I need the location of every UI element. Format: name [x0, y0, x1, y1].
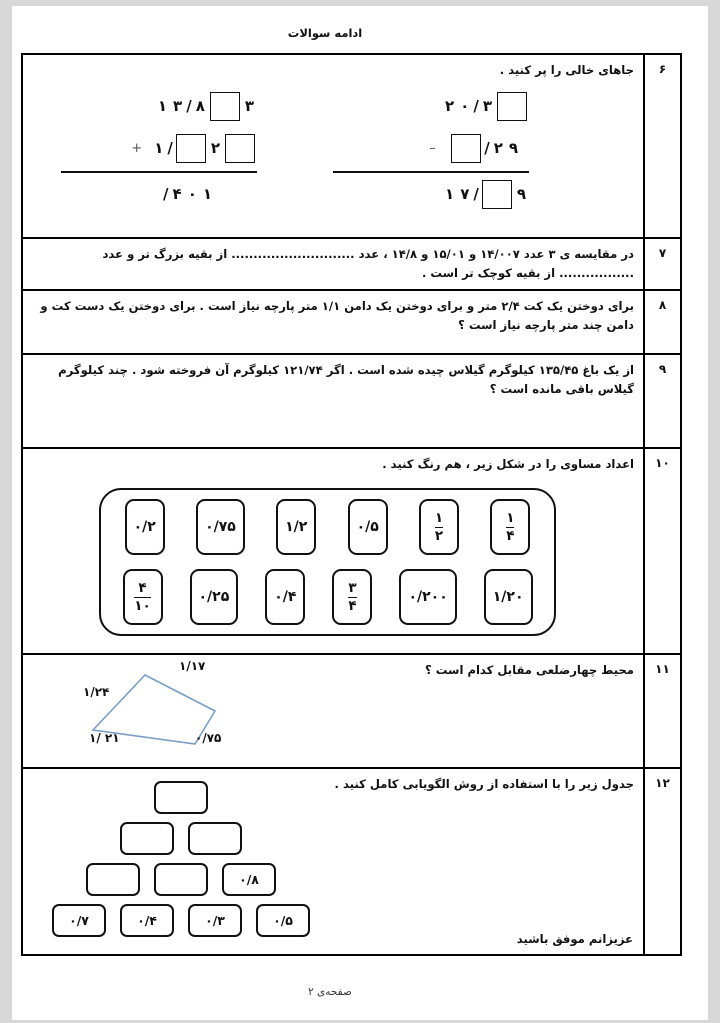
page-header [12, 26, 708, 40]
pyramid-cell[interactable]: ۰/۷ [52, 904, 106, 937]
subtraction-minuend-line [313, 85, 529, 127]
blank-box[interactable] [210, 92, 240, 121]
pyramid-cell[interactable] [188, 822, 242, 855]
fraction-denominator: ۴ [348, 597, 357, 614]
addition-rule [61, 171, 257, 173]
blank-box[interactable] [176, 134, 206, 163]
pattern-pyramid [41, 781, 321, 947]
decimal-separator: / [167, 138, 173, 157]
digit: ۳ [173, 96, 183, 115]
decimal-separator: / [163, 184, 169, 203]
number-card[interactable] [419, 499, 459, 555]
question-prompt: جدول زیر را با استفاده از روش الگویابی کامل کنید . [334, 777, 634, 791]
question-number: ۷ [643, 239, 680, 289]
addition-sum-line [41, 177, 257, 211]
number-card[interactable]: ۰/۴ [265, 569, 305, 625]
digit: ۸ [195, 96, 205, 115]
question-body-9 [23, 355, 643, 447]
side-label-top: ۱/۱۷ [179, 659, 206, 673]
question-prompt: برای دوختن یک کت ۲/۴ متر و برای دوختن یک دامن ۱/۱ متر پارچه نیاز است . برای دوختن یک دست کت و دامن چند متر پارچه نیاز است ؟ [40, 299, 634, 332]
number-card[interactable]: ۱/۲ [276, 499, 316, 555]
pyramid-cell[interactable] [86, 863, 140, 896]
digit: ۱ [202, 184, 212, 203]
question-number: ۱۰ [643, 449, 680, 653]
digit: ۱ [157, 96, 168, 115]
addition-problem [41, 85, 257, 211]
blank-box[interactable] [225, 134, 255, 163]
digit: ۹ [516, 184, 526, 203]
subtraction-difference-line [313, 177, 529, 211]
pyramid-cell[interactable] [154, 863, 208, 896]
table-row [23, 769, 680, 954]
table-row [23, 55, 680, 239]
number-card[interactable] [490, 499, 530, 555]
fraction-numerator: ۳ [348, 580, 357, 597]
fraction-denominator: ۲ [434, 527, 444, 544]
fraction-numerator: ۱ [506, 510, 515, 527]
quadrilateral-svg [67, 661, 297, 761]
digit: ۱ [154, 138, 164, 157]
page-number-label: صفحه‌ی ۲ [308, 986, 352, 998]
side-label-left: ۱/۲۴ [83, 685, 110, 699]
fraction [348, 581, 356, 613]
fraction-denominator: ۱۰ [134, 597, 151, 614]
question-number: ۶ [643, 55, 680, 237]
pyramid-cell[interactable]: ۰/۸ [222, 863, 276, 896]
blank-box[interactable] [497, 92, 527, 121]
equal-numbers-panel [99, 488, 556, 636]
digit: ۲ [210, 138, 220, 157]
decimal-separator: / [186, 96, 192, 115]
question-body-12 [23, 769, 643, 954]
question-number: ۸ [643, 291, 680, 353]
question-body-8 [23, 291, 643, 353]
decimal-separator: / [484, 138, 490, 157]
pyramid-cell[interactable]: ۰/۵ [256, 904, 310, 937]
number-card[interactable] [123, 569, 163, 625]
number-card[interactable] [332, 569, 372, 625]
page-footer [12, 986, 708, 998]
digit: ۲ [445, 96, 455, 115]
question-body-6 [23, 55, 643, 237]
question-body-10 [23, 449, 643, 653]
table-row [23, 239, 680, 291]
fraction-numerator: ۱ [434, 510, 444, 527]
pyramid-cell[interactable]: ۰/۳ [188, 904, 242, 937]
decimal-separator: / [473, 96, 479, 115]
addition-addend-2-line [41, 127, 257, 169]
fraction-numerator: ۴ [138, 580, 147, 597]
minus-sign: – [429, 140, 436, 156]
fraction-denominator: ۴ [506, 527, 515, 544]
subtraction-subtrahend-line [313, 127, 529, 169]
table-row [23, 655, 680, 769]
digit: ۱ [445, 184, 455, 203]
number-card[interactable]: ۰/۲ [125, 499, 165, 555]
digit: ۳ [482, 96, 492, 115]
pyramid-cell[interactable] [120, 822, 174, 855]
blank-box[interactable] [451, 134, 481, 163]
quadrilateral-figure [67, 661, 297, 761]
number-card[interactable]: ۰/۵ [348, 499, 388, 555]
digit: ۰ [460, 96, 470, 115]
side-label-bottom: ۱/ ۲۱ [89, 731, 120, 745]
pyramid-row-3 [41, 863, 321, 896]
number-card[interactable]: ۰/۷۵ [196, 499, 245, 555]
pyramid-cell[interactable]: ۰/۴ [120, 904, 174, 937]
question-number: ۱۲ [643, 769, 680, 954]
pyramid-row-2 [41, 822, 321, 855]
fraction [134, 581, 150, 613]
question-prompt: از یک باغ ۱۳۵/۴۵ کیلوگرم گیلاس چیده شده است . اگر ۱۲۱/۷۴ کیلوگرم آن فروخته شود . چند کیلوگرم گیلاس باقی مانده است ؟ [58, 363, 634, 396]
question-number: ۹ [643, 355, 680, 447]
digit: ۳ [244, 96, 254, 115]
page-header-title: ادامه سوالات [287, 26, 363, 40]
question-prompt: در مقایسه ی ۳ عدد ۱۴/۰۰۷ و ۱۵/۰۱ و ۱۴/۸ ، عدد ............................ از بقیه بزرگ تر و عدد ................. از بقیه کوچک تر است . [102, 247, 634, 280]
question-prompt: اعداد مساوی را در شکل زیر ، هم رنگ کنید . [382, 457, 634, 471]
question-body-11 [23, 655, 643, 767]
pyramid-row-1 [41, 781, 321, 814]
closing-note: عزیزانم موفق باشید [516, 932, 633, 946]
plus-sign: + [131, 140, 143, 156]
side-label-right: ۰/۷۵ [195, 731, 222, 745]
digit: ۷ [460, 184, 470, 203]
number-cards-row-bottom [101, 566, 554, 628]
blank-box[interactable] [482, 180, 512, 209]
question-prompt: محیط چهارضلعی مقابل کدام است ؟ [425, 663, 634, 677]
question-prompt: جاهای خالی را پر کنید . [499, 63, 634, 77]
pyramid-row-4 [41, 904, 321, 937]
digit: ۴ [172, 184, 182, 203]
number-cards-row-top [101, 496, 554, 558]
number-card[interactable]: ۱/۲۰ [484, 569, 533, 625]
question-number: ۱۱ [643, 655, 680, 767]
questions-table [21, 53, 682, 956]
table-row [23, 449, 680, 655]
arithmetic-area [23, 85, 643, 225]
fraction [435, 511, 443, 543]
worksheet-page [12, 6, 708, 1020]
digit: ۲ [493, 138, 503, 157]
fraction [506, 511, 514, 543]
addition-addend-1-line [41, 85, 257, 127]
digit: ۹ [508, 138, 518, 157]
digit: ۰ [187, 184, 197, 203]
question-body-7 [23, 239, 643, 289]
subtraction-problem [313, 85, 529, 211]
decimal-separator: / [473, 184, 479, 203]
number-card[interactable]: ۰/۲۰۰ [399, 569, 456, 625]
table-row [23, 355, 680, 449]
table-row [23, 291, 680, 355]
pyramid-cell[interactable] [154, 781, 208, 814]
subtraction-rule [333, 171, 529, 173]
number-card[interactable]: ۰/۲۵ [190, 569, 239, 625]
